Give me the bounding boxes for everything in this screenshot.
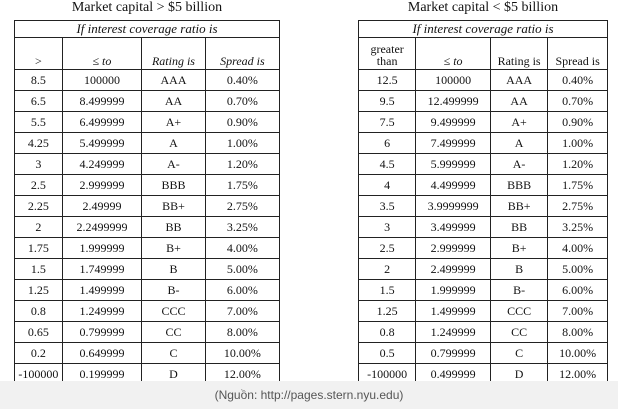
cell-lower-bound: -100000 [359, 364, 416, 385]
cell-lower-bound: 0.65 [15, 322, 63, 343]
large-cap-title: Market capital > $5 billion [71, 0, 223, 15]
header-rating: Rating is [490, 38, 547, 70]
cell-spread: 6.00% [205, 280, 279, 301]
table-row [15, 112, 280, 133]
cell-spread: 12.00% [548, 364, 608, 385]
large-cap-rating-table [14, 20, 280, 385]
cell-upper-bound: 5.999999 [416, 154, 491, 175]
cell-lower-bound: 2 [15, 217, 63, 238]
cell-spread: 8.00% [548, 322, 608, 343]
cell-rating: AA [490, 91, 547, 112]
table-row [359, 91, 608, 112]
cell-upper-bound: 0.799999 [416, 343, 491, 364]
cell-lower-bound: 7.5 [359, 112, 416, 133]
cell-lower-bound: 3 [15, 154, 63, 175]
table-row [15, 154, 280, 175]
cell-upper-bound: 0.499999 [416, 364, 491, 385]
cell-lower-bound: 1.5 [359, 280, 416, 301]
table-row [359, 154, 608, 175]
cell-upper-bound: 1.999999 [62, 238, 142, 259]
cell-spread: 1.00% [548, 133, 608, 154]
cell-lower-bound: 12.5 [359, 70, 416, 91]
cell-upper-bound: 1.749999 [62, 259, 142, 280]
table-row [15, 217, 280, 238]
table-row [359, 322, 608, 343]
table-row [359, 175, 608, 196]
cell-lower-bound: 6.5 [15, 91, 63, 112]
table-row [15, 133, 280, 154]
cell-lower-bound: 0.2 [15, 343, 63, 364]
cell-lower-bound: 4.25 [15, 133, 63, 154]
cell-rating: A [490, 133, 547, 154]
cell-spread: 1.00% [205, 133, 279, 154]
cell-lower-bound: 0.8 [15, 301, 63, 322]
cell-rating: BB+ [142, 196, 206, 217]
cell-upper-bound: 6.499999 [62, 112, 142, 133]
table-row [15, 301, 280, 322]
cell-upper-bound: 100000 [62, 70, 142, 91]
cell-rating: BBB [142, 175, 206, 196]
cell-rating: D [490, 364, 547, 385]
table-row [15, 70, 280, 91]
large-cap-panel [14, 0, 280, 385]
cell-spread: 2.75% [548, 196, 608, 217]
header-spread: Spread is [548, 38, 608, 70]
cell-spread: 2.75% [205, 196, 279, 217]
small-cap-panel [358, 0, 608, 385]
cell-upper-bound: 5.499999 [62, 133, 142, 154]
table-row [15, 343, 280, 364]
source-caption: (Nguồn: http://pages.stern.nyu.edu) [0, 381, 618, 409]
table-row [15, 259, 280, 280]
cell-upper-bound: 1.999999 [416, 280, 491, 301]
cell-lower-bound: 0.5 [359, 343, 416, 364]
table-row [359, 196, 608, 217]
cell-spread: 1.75% [548, 175, 608, 196]
cell-spread: 1.20% [548, 154, 608, 175]
cell-lower-bound: 1.75 [15, 238, 63, 259]
cell-spread: 1.20% [205, 154, 279, 175]
cell-rating: CCC [142, 301, 206, 322]
cell-spread: 0.70% [548, 91, 608, 112]
cell-lower-bound: 5.5 [15, 112, 63, 133]
cell-rating: BB [142, 217, 206, 238]
cell-lower-bound: 2 [359, 259, 416, 280]
table-row [359, 112, 608, 133]
header-spread: Spread is [205, 38, 279, 70]
cell-lower-bound: 1.25 [15, 280, 63, 301]
cell-rating: BBB [490, 175, 547, 196]
cell-spread: 0.40% [548, 70, 608, 91]
cell-rating: A+ [142, 112, 206, 133]
cell-spread: 10.00% [205, 343, 279, 364]
cell-spread: 8.00% [205, 322, 279, 343]
table-row [15, 280, 280, 301]
small-cap-table-body [359, 70, 608, 385]
cell-lower-bound: 3.5 [359, 196, 416, 217]
cell-upper-bound: 12.499999 [416, 91, 491, 112]
cell-spread: 3.25% [205, 217, 279, 238]
cell-upper-bound: 1.249999 [62, 301, 142, 322]
cell-upper-bound: 2.999999 [62, 175, 142, 196]
cell-spread: 12.00% [205, 364, 279, 385]
cell-spread: 0.40% [205, 70, 279, 91]
header-less-or-equal: ≤ to [62, 38, 142, 70]
cell-upper-bound: 4.249999 [62, 154, 142, 175]
small-cap-title: Market capital < $5 billion [407, 0, 559, 15]
cell-spread: 3.25% [548, 217, 608, 238]
cell-lower-bound: 1.25 [359, 301, 416, 322]
cell-rating: B- [142, 280, 206, 301]
cell-upper-bound: 0.199999 [62, 364, 142, 385]
cell-upper-bound: 7.499999 [416, 133, 491, 154]
cell-spread: 0.70% [205, 91, 279, 112]
cell-lower-bound: 2.5 [15, 175, 63, 196]
cell-spread: 4.00% [205, 238, 279, 259]
cell-upper-bound: 0.799999 [62, 322, 142, 343]
cell-spread: 4.00% [548, 238, 608, 259]
table-row [359, 301, 608, 322]
table-row [15, 238, 280, 259]
cell-upper-bound: 1.499999 [416, 301, 491, 322]
table-row [359, 70, 608, 91]
table-row [359, 343, 608, 364]
cell-upper-bound: 2.49999 [62, 196, 142, 217]
cell-rating: AAA [142, 70, 206, 91]
cell-rating: AA [142, 91, 206, 112]
cell-lower-bound: 6 [359, 133, 416, 154]
cell-spread: 0.90% [548, 112, 608, 133]
cell-lower-bound: 1.5 [15, 259, 63, 280]
cell-spread: 1.75% [205, 175, 279, 196]
cell-upper-bound: 3.9999999 [416, 196, 491, 217]
cell-rating: B [142, 259, 206, 280]
table-row [15, 175, 280, 196]
cell-lower-bound: 3 [359, 217, 416, 238]
table-row [15, 196, 280, 217]
cell-spread: 7.00% [205, 301, 279, 322]
cell-rating: B+ [490, 238, 547, 259]
cell-upper-bound: 3.499999 [416, 217, 491, 238]
cell-upper-bound: 100000 [416, 70, 491, 91]
cell-lower-bound: 4.5 [359, 154, 416, 175]
table-row [359, 259, 608, 280]
cell-upper-bound: 2.2499999 [62, 217, 142, 238]
cell-lower-bound: 2.25 [15, 196, 63, 217]
cell-rating: B- [490, 280, 547, 301]
cell-rating: A- [142, 154, 206, 175]
cell-spread: 5.00% [205, 259, 279, 280]
cell-upper-bound: 2.499999 [416, 259, 491, 280]
header-greater-than: > [15, 38, 63, 70]
cell-spread: 7.00% [548, 301, 608, 322]
table-row [15, 91, 280, 112]
cell-spread: 6.00% [548, 280, 608, 301]
table-row [359, 280, 608, 301]
small-cap-subheader: If interest coverage ratio is [359, 21, 608, 38]
table-row [359, 217, 608, 238]
header-rating: Rating is [142, 38, 206, 70]
large-cap-table-body [15, 70, 280, 385]
cell-rating: A+ [490, 112, 547, 133]
cell-upper-bound: 9.499999 [416, 112, 491, 133]
cell-rating: B+ [142, 238, 206, 259]
cell-rating: C [490, 343, 547, 364]
cell-spread: 0.90% [205, 112, 279, 133]
cell-rating: A- [490, 154, 547, 175]
cell-spread: 10.00% [548, 343, 608, 364]
cell-upper-bound: 4.499999 [416, 175, 491, 196]
large-cap-subheader: If interest coverage ratio is [15, 21, 280, 38]
cell-upper-bound: 2.999999 [416, 238, 491, 259]
cell-upper-bound: 1.249999 [416, 322, 491, 343]
cell-rating: AAA [490, 70, 547, 91]
cell-rating: CC [490, 322, 547, 343]
cell-rating: BB+ [490, 196, 547, 217]
cell-upper-bound: 8.499999 [62, 91, 142, 112]
cell-rating: B [490, 259, 547, 280]
cell-rating: CC [142, 322, 206, 343]
cell-lower-bound: -100000 [15, 364, 63, 385]
small-cap-rating-table [358, 20, 608, 385]
table-row [15, 322, 280, 343]
cell-rating: CCC [490, 301, 547, 322]
cell-rating: C [142, 343, 206, 364]
cell-rating: BB [490, 217, 547, 238]
cell-spread: 5.00% [548, 259, 608, 280]
cell-rating: D [142, 364, 206, 385]
cell-lower-bound: 9.5 [359, 91, 416, 112]
cell-lower-bound: 4 [359, 175, 416, 196]
header-greater-than: greater than [359, 38, 416, 70]
table-row [359, 238, 608, 259]
cell-lower-bound: 2.5 [359, 238, 416, 259]
cell-upper-bound: 0.649999 [62, 343, 142, 364]
table-row [359, 133, 608, 154]
cell-lower-bound: 0.8 [359, 322, 416, 343]
header-less-or-equal: ≤ to [416, 38, 491, 70]
cell-rating: A [142, 133, 206, 154]
cell-upper-bound: 1.499999 [62, 280, 142, 301]
cell-lower-bound: 8.5 [15, 70, 63, 91]
